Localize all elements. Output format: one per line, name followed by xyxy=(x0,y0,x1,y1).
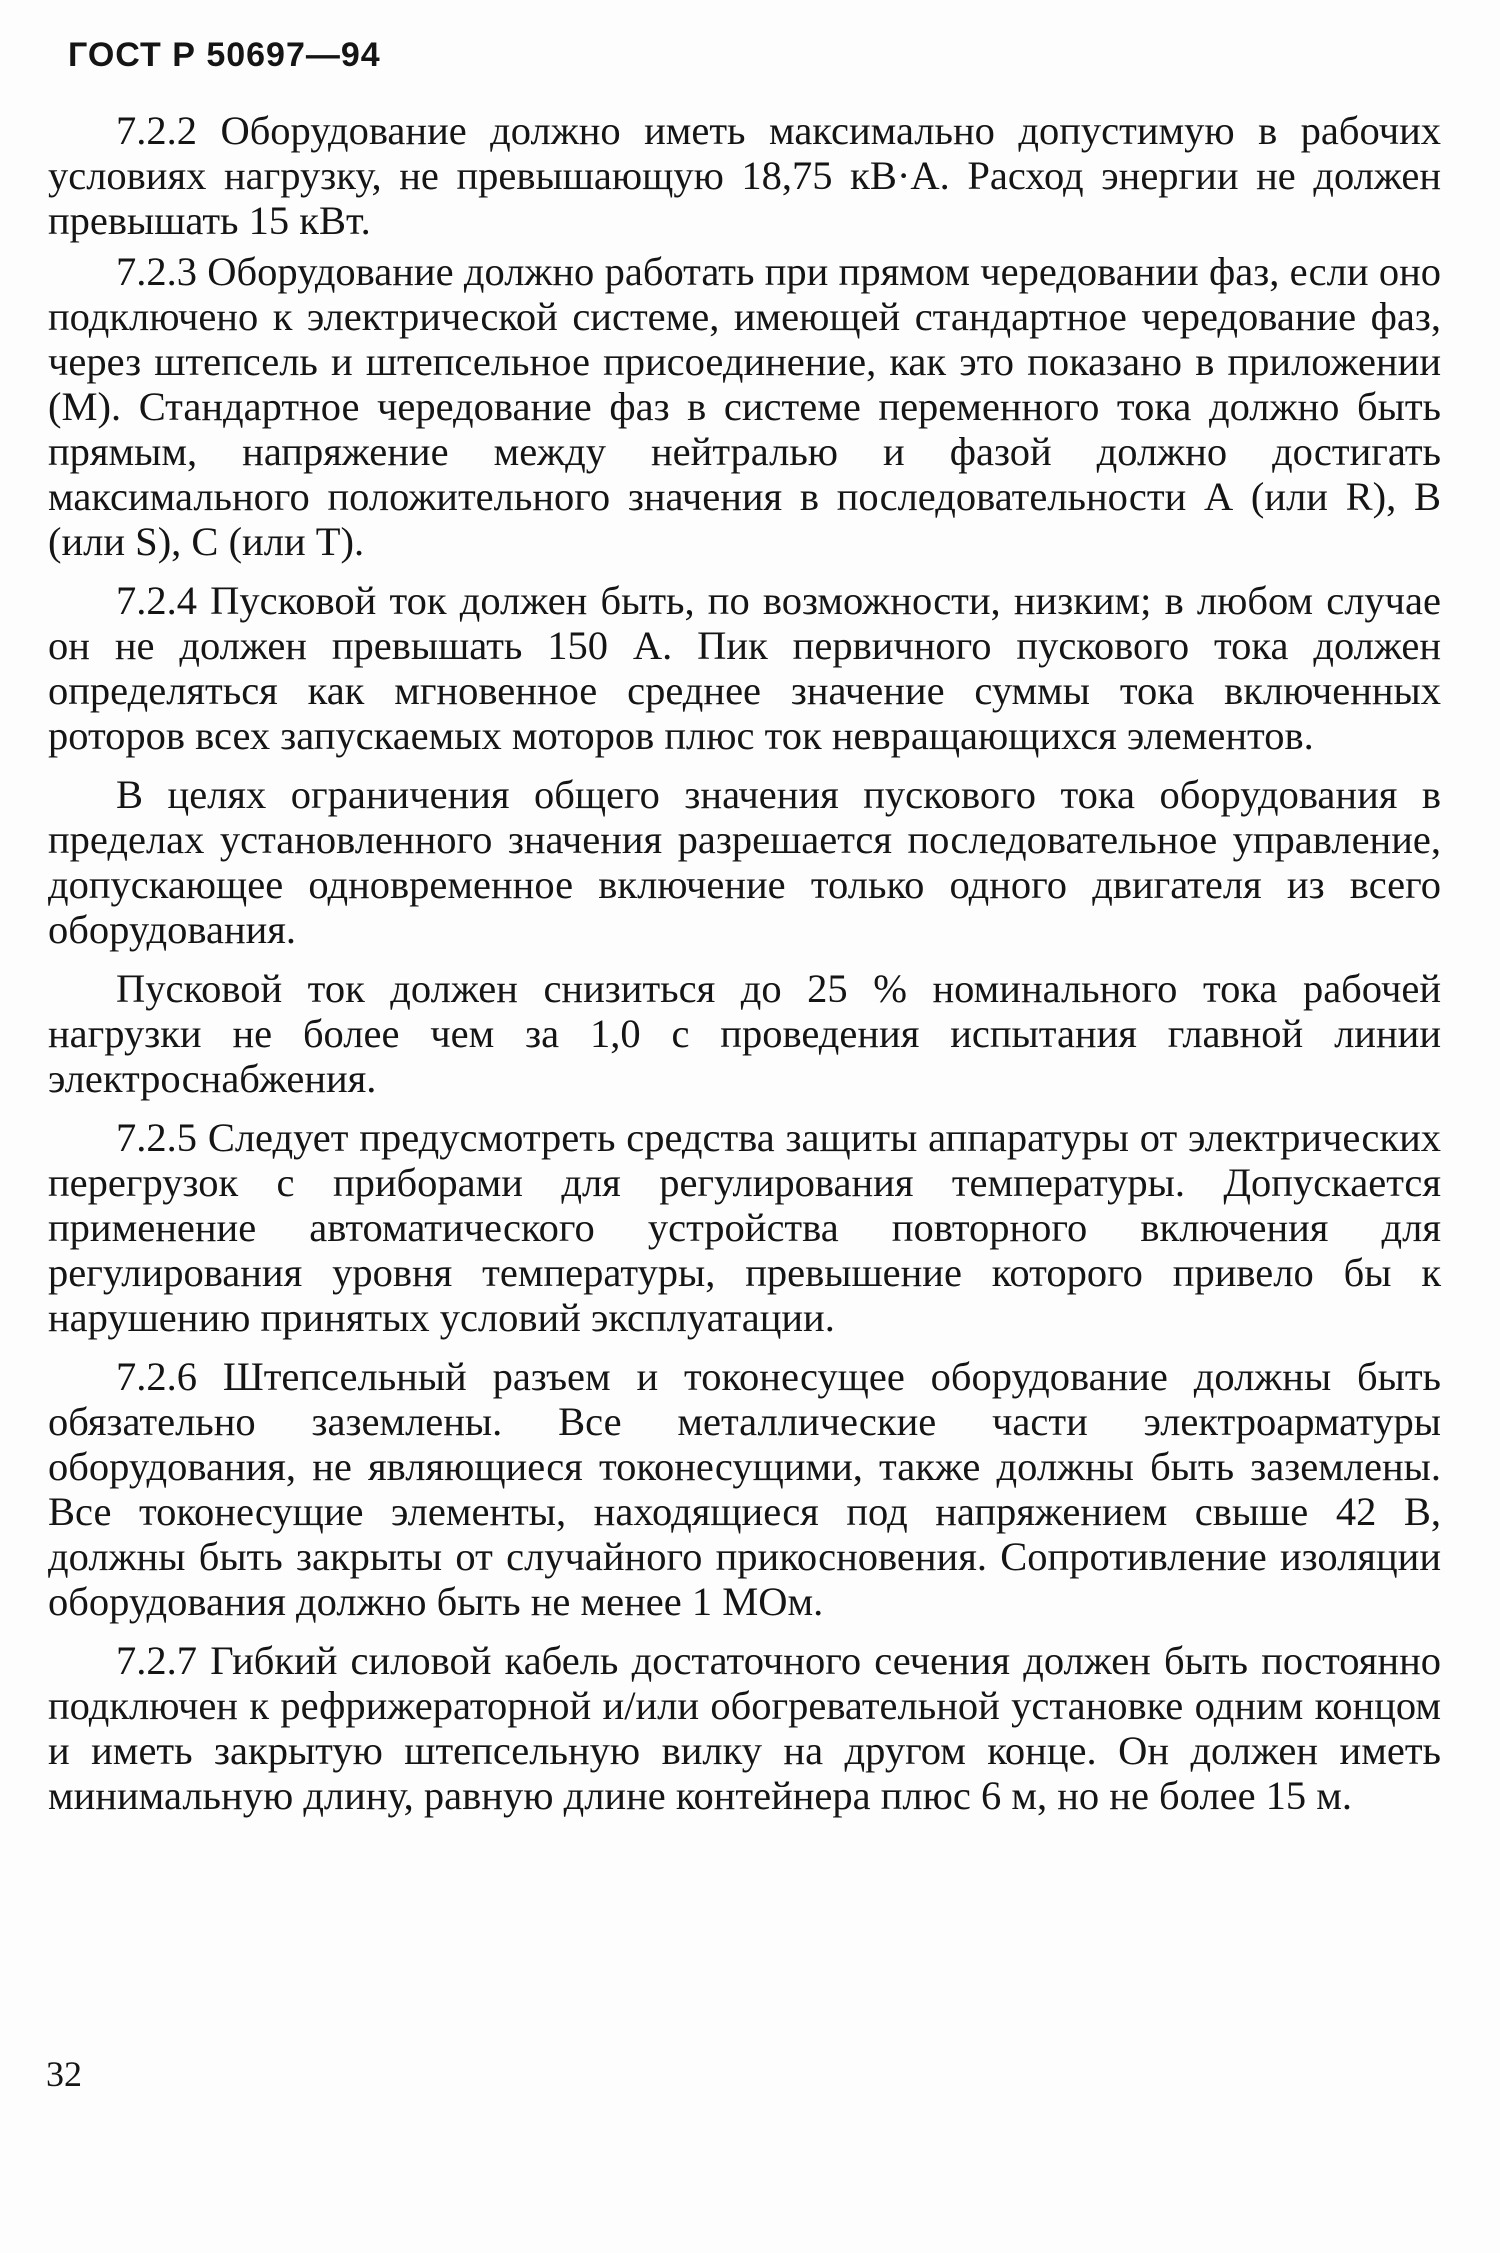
paragraph-7-2-3: 7.2.3 Оборудование должно работать при прямом чередовании фаз, если оно подключено к электрической системе, имеющей стандартное чередование фаз, через штепсель и штепсельное присоединение, как это показано в приложении (М). Стандартное чередование фаз в системе переменного тока должно быть прямым, напряжение между нейтралью и фазой должно достигать максимального положительного значения в последовательности А (или R), В (или S), С (или Т). xyxy=(48,249,1441,564)
page-number: 32 xyxy=(46,2054,82,2094)
paragraph-7-2-5: 7.2.5 Следует предусмотреть средства защиты аппаратуры от электрических перегрузок с приборами для регулирования температуры. Допускается применение автоматического устройства повторного включения для регулирования уровня температуры, превышение которого привело бы к нарушению принятых условий эксплуатации. xyxy=(48,1115,1441,1340)
paragraph-7-2-2: 7.2.2 Оборудование должно иметь максимально допустимую в рабочих условиях нагрузку, не превышающую 18,75 кВ·А. Расход энергии не должен превышать 15 кВт. xyxy=(48,108,1441,243)
paragraph-7-2-7: 7.2.7 Гибкий силовой кабель достаточного сечения должен быть постоянно подключен к рефрижераторной и/или обогревательной установке одним концом и иметь закрытую штепсельную вилку на другом конце. Он должен иметь минимальную длину, равную длине контейнера плюс 6 м, но не более 15 м. xyxy=(48,1638,1441,1818)
paragraph-7-2-6: 7.2.6 Штепсельный разъем и токонесущее оборудование должны быть обязательно заземлены. Все металлические части электроарматуры оборудования, не являющиеся токонесущими, также должны быть заземлены. Все токонесущие элементы, находящиеся под напряжением свыше 42 В, должны быть закрыты от случайного прикосновения. Сопротивление изоляции оборудования должно быть не менее 1 МОм. xyxy=(48,1354,1441,1624)
body-text xyxy=(48,108,1441,1832)
paragraph-starting-current-reduction: Пусковой ток должен снизиться до 25 % номинального тока рабочей нагрузки не более чем за 1,0 с проведения испытания главной линии электроснабжения. xyxy=(48,966,1441,1101)
paragraph-starting-current-limitation: В целях ограничения общего значения пускового тока оборудования в пределах установленного значения разрешается последовательное управление, допускающее одновременное включение только одного двигателя из всего оборудования. xyxy=(48,772,1441,952)
paragraph-7-2-4: 7.2.4 Пусковой ток должен быть, по возможности, низким; в любом случае он не должен превышать 150 А. Пик первичного пускового тока должен определяться как мгновенное среднее значение суммы тока включенных роторов всех запускаемых моторов плюс ток невращающихся элементов. xyxy=(48,578,1441,758)
running-header: ГОСТ Р 50697—94 xyxy=(68,36,381,74)
